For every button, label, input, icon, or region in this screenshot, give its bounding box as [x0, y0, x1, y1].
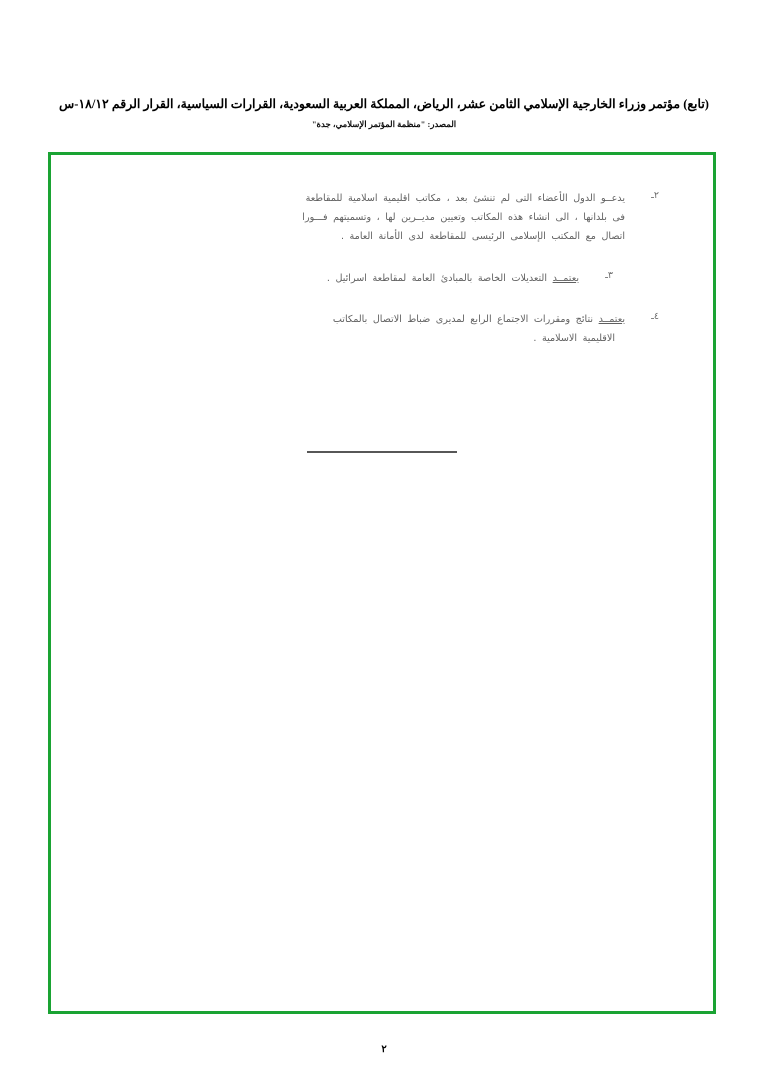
- clause-keyword: يعتمــد: [552, 272, 579, 284]
- clause-line: اتصال مع المكتب الإسلامى الرئيسى للمقاطعة لدى الأمانة العامة .: [340, 231, 625, 243]
- scanned-text-body: [105, 189, 659, 370]
- clause-line-text: نتائج ومقررات الاجتماع الرابع لمديرى ضباط الاتصال بالمكاتب: [332, 313, 594, 325]
- page-number: ٢: [381, 1044, 387, 1055]
- scanned-page-frame: [48, 152, 716, 1014]
- clause-number: ٣ـ: [605, 269, 613, 281]
- clause-text: [105, 310, 625, 348]
- header-source: المصدر: "منظمة المؤتمر الإسلامي، جدة": [311, 118, 457, 129]
- clause-item: [105, 189, 659, 247]
- clause-line: الاقليمية الاسلامية .: [533, 332, 615, 344]
- clause-item: [105, 310, 659, 348]
- clause-text: [105, 269, 579, 288]
- page-header: [0, 96, 768, 130]
- clause-text: [105, 189, 625, 247]
- clause-line: [105, 310, 625, 329]
- clause-line: [105, 269, 579, 288]
- clause-number: ٤ـ: [651, 310, 659, 322]
- clause-keyword: يعتمــد: [598, 313, 625, 325]
- clause-line: فى بلدانها ، الى انشاء هذه المكاتب وتعيين مديــرين لها ، وتسميتهم فـــورا: [302, 212, 625, 224]
- divider-line: [307, 451, 457, 453]
- clause-line: يدعــو الدول الأعضاء التى لم تنشئ بعد ، مكاتب اقليمية اسلامية للمقاطعة: [305, 193, 625, 204]
- clause-line-text: التعديلات الخاصة بالمبادئ العامة لمقاطعة اسرائيل .: [326, 272, 548, 284]
- section-divider: [51, 440, 713, 458]
- clause-number: ٢ـ: [651, 190, 659, 201]
- header-title: (تابع) مؤتمر وزراء الخارجية الإسلامي الثامن عشر، الرياض، المملكة العربية السعودية، القرارات السياسية، القرار الرقم ١٨/١٢-س: [59, 97, 709, 111]
- clause-item: [105, 269, 613, 288]
